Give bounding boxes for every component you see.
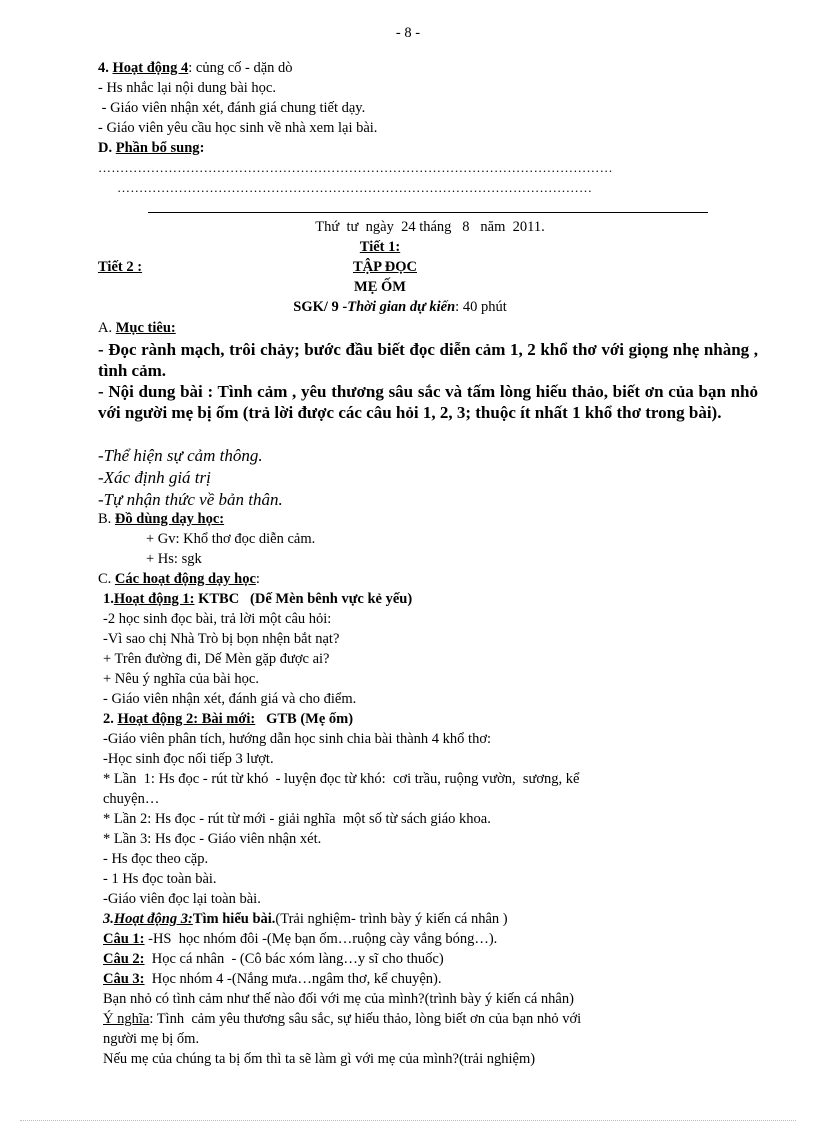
period-2: Tiết 2 : [98, 259, 143, 275]
text-line: -Học sinh đọc nối tiếp 3 lượt. [103, 751, 274, 767]
text-line: - Hs nhắc lại nội dung bài học. [98, 80, 276, 96]
lesson-date: Thứ tư ngày 24 tháng 8 năm 2011. [315, 219, 545, 235]
text-line: - Giáo viên nhận xét, đánh giá và cho điểm. [103, 691, 357, 707]
material-item: + Gv: Khổ thơ đọc diễn cảm. [146, 531, 316, 547]
text-line: * Lần 3: Hs đọc - Giáo viên nhận xét. [103, 831, 322, 847]
text-line: - 1 Hs đọc toàn bài. [103, 871, 217, 887]
activity-2-heading: 2. Hoạt động 2: Bài mới: GTB (Mẹ ốm) [103, 711, 354, 727]
text-line: người mẹ bị ốm. [103, 1031, 200, 1047]
activity-1-heading: 1.Hoạt động 1: KTBC (Dế Mèn bênh vực kẻ yếu) [103, 591, 413, 607]
activity-3-heading: 3.Hoạt động 3:Tìm hiểu bài.(Trải nghiệm- trình bày ý kiến cá nhân ) [103, 911, 508, 927]
section-c-heading: C. Các hoạt động dạy học: [98, 571, 260, 587]
skill-item: -Thể hiện sự cảm thông. [98, 446, 263, 465]
sgk-line: SGK/ 9 -Thời gian dự kiến: 40 phút [293, 299, 507, 315]
text-line: -Vì sao chị Nhà Trò bị bọn nhện bắt nạt? [103, 631, 340, 647]
dotted-line: ……………………………………………………………………………………………… [117, 180, 593, 195]
question-3: Câu 3: Học nhóm 4 -(Nắng mưa…ngâm thơ, kể chuyện). [103, 971, 442, 987]
material-item: + Hs: sgk [146, 551, 202, 567]
text-line: Nếu mẹ của chúng ta bị ốm thì ta sẽ làm gì với mẹ của mình?(trải nghiệm) [103, 1051, 536, 1067]
page-number: - 8 - [395, 25, 421, 41]
separator-line [148, 212, 708, 213]
section-a-heading: A. Mục tiêu: [98, 320, 176, 336]
page-border [20, 1120, 796, 1121]
dotted-line: ……………………………………………………………………………………………………… [98, 160, 613, 175]
text-line: - Giáo viên yêu cầu học sinh về nhà xem lại bài. [98, 120, 378, 136]
text-line: chuyện… [103, 791, 160, 807]
text-line: -Giáo viên phân tích, hướng dẫn học sinh chia bài thành 4 khổ thơ: [103, 731, 492, 747]
meaning-line: Ý nghĩa: Tình cảm yêu thương sâu sắc, sự hiếu thảo, lòng biết ơn của bạn nhỏ với [103, 1011, 582, 1027]
text-line: - Giáo viên nhận xét, đánh giá chung tiết dạy. [98, 100, 366, 116]
text-line: Bạn nhỏ có tình cảm như thế nào đối với mẹ của mình?(trình bày ý kiến cá nhân) [103, 991, 574, 1007]
text-line: * Lần 2: Hs đọc - rút từ mới - giải nghĩa một số từ sách giáo khoa. [103, 811, 491, 827]
objective-2: - Nội dung bài : Tình cảm , yêu thương sâu sắc và tấm lòng hiếu thảo, biết ơn của bạn nhỏ với người mẹ bị ốm (trả lời được các câu hỏi 1, 2, 3; thuộc ít nhất 1 khổ thơ trong bài). [98, 382, 758, 422]
question-1: Câu 1: -HS học nhóm đôi -(Mẹ bạn ốm…ruộng cày vắng bóng…). [103, 931, 498, 947]
text-line: + Trên đường đi, Dế Mèn gặp được ai? [103, 651, 330, 667]
text-line: * Lần 1: Hs đọc - rút từ khó - luyện đọc từ khó: cơi trầu, ruộng vườn, sương, kể [103, 771, 580, 787]
section-b-heading: B. Đồ dùng dạy học: [98, 511, 225, 527]
text-line: -2 học sinh đọc bài, trả lời một câu hỏi: [103, 611, 332, 627]
subject-title: TẬP ĐỌC [352, 259, 418, 275]
text-line: - Hs đọc theo cặp. [103, 851, 209, 867]
skill-item: -Xác định giá trị [98, 468, 211, 487]
lesson-title: MẸ ỐM [354, 279, 406, 295]
objective-1: - Đọc rành mạch, trôi chảy; bước đầu biết đọc diễn cảm 1, 2 khổ thơ với giọng nhẹ nhàng , tình cảm. [98, 340, 758, 380]
supplement-heading: D. Phần bổ sung: [98, 140, 205, 156]
question-2: Câu 2: Học cá nhân - (Cô bác xóm làng…y sĩ cho thuốc) [103, 951, 444, 967]
text-line: + Nêu ý nghĩa của bài học. [103, 671, 259, 687]
period-1: Tiết 1: [359, 239, 401, 255]
skill-item: -Tự nhận thức về bản thân. [98, 490, 283, 509]
activity-4-heading: 4. Hoạt động 4: củng cố - dặn dò [98, 60, 293, 76]
text-line: -Giáo viên đọc lại toàn bài. [103, 891, 261, 907]
